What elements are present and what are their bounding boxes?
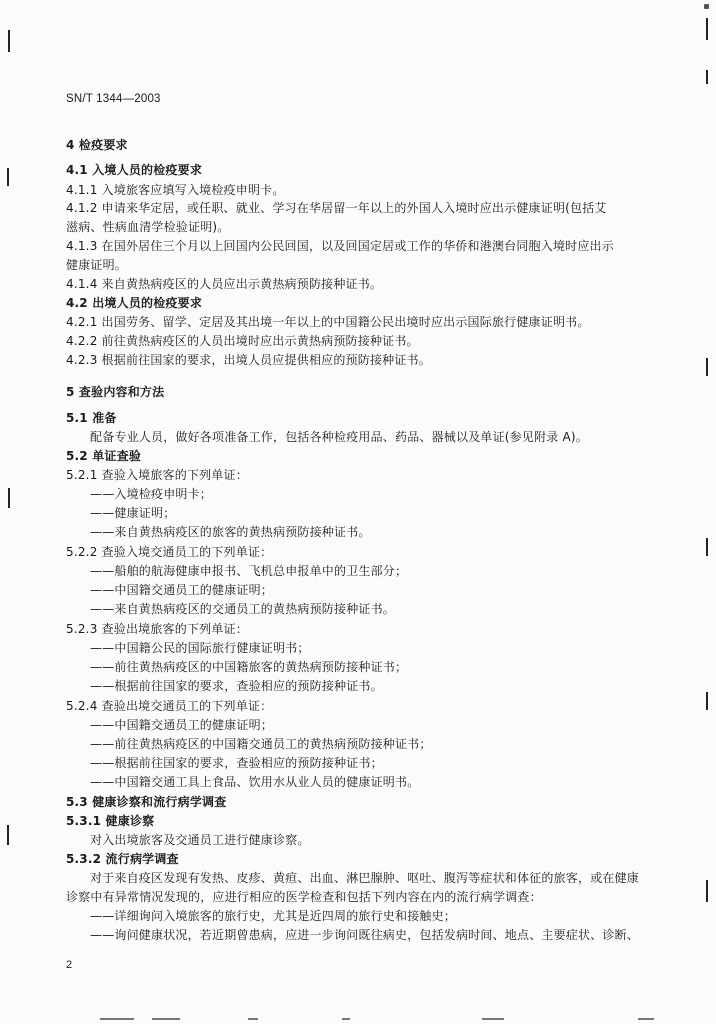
list-item: ——前往黄热病疫区的中国籍交通员工的黄热病预防接种证书； bbox=[90, 737, 432, 751]
subsection-heading: 4.2 出境人员的检疫要求 bbox=[66, 296, 203, 310]
list-item: ——详细询问入境旅客的旅行史，尤其是近四周的旅行史和接触史； bbox=[90, 909, 457, 923]
paragraph-text: 对入出境旅客及交通员工进行健康诊察。 bbox=[90, 833, 310, 847]
list-item: ——来自黄热病疫区的旅客的黄热病预防接种证书。 bbox=[90, 525, 371, 539]
section-heading: 5 查验内容和方法 bbox=[66, 385, 165, 399]
scan-edge-mark bbox=[7, 825, 9, 845]
scan-edge-mark bbox=[706, 70, 708, 84]
clause-text: 4.1.2 申请来华定居，或任职、就业、学习在华居留一年以上的外国人入境时应出示健康证明(包括艾 bbox=[66, 201, 607, 215]
list-item: ——健康证明； bbox=[90, 506, 176, 520]
scan-edge-mark bbox=[7, 168, 9, 186]
clause-title: 5.3.2 流行病学调查 bbox=[66, 852, 179, 866]
clause-text: 4.2.2 前往黄热病疫区的人员出境时应出示黄热病预防接种证书。 bbox=[66, 334, 419, 348]
scan-edge-mark bbox=[638, 1018, 654, 1020]
scan-edge-mark bbox=[342, 1018, 350, 1020]
scan-edge-mark bbox=[706, 18, 708, 40]
scan-edge-mark bbox=[8, 488, 10, 508]
list-item: ——中国籍交通员工的健康证明； bbox=[90, 583, 274, 597]
clause-title: 5.2.3 查验出境旅客的下列单证： bbox=[66, 622, 248, 636]
scan-edge-mark bbox=[706, 880, 708, 902]
clause-text: 滋病、性病血清学检验证明)。 bbox=[66, 220, 230, 234]
clause-title: 5.2.4 查验出境交通员工的下列单证： bbox=[66, 699, 273, 713]
scan-edge-mark bbox=[152, 1018, 180, 1020]
paragraph-text: 诊察中有异常情况发现的，应进行相应的医学检查和包括下列内容在内的流行病学调查： bbox=[66, 890, 542, 904]
list-item: ——根据前往国家的要求，查验相应的预防接种证书； bbox=[90, 756, 383, 770]
clause-text: 4.1.1 入境旅客应填写入境检疫申明卡。 bbox=[66, 183, 285, 197]
list-item: ——船舶的航海健康申报书、飞机总申报单中的卫生部分； bbox=[90, 564, 408, 578]
subsection-heading: 5.2 单证查验 bbox=[66, 449, 142, 463]
list-item: ——中国籍交通员工的健康证明； bbox=[90, 718, 274, 732]
document-code-header: SN/T 1344—2003 bbox=[66, 93, 161, 105]
clause-text: 4.2.1 出国劳务、留学、定居及其出境一年以上的中国籍公民出境时应出示国际旅行健康证明书。 bbox=[66, 315, 590, 329]
paragraph-text: 配备专业人员，做好各项准备工作，包括各种检疫用品、药品、器械以及单证(参见附录 A)。 bbox=[90, 430, 588, 444]
scan-bottom-edge bbox=[90, 1014, 690, 1024]
clause-text: 健康证明。 bbox=[66, 258, 128, 272]
list-item: ——中国籍交通工具上食品、饮用水从业人员的健康证明书。 bbox=[90, 775, 420, 789]
scan-edge-mark bbox=[482, 1018, 504, 1020]
scan-edge-mark bbox=[706, 692, 708, 710]
clause-text: 4.2.3 根据前往国家的要求，出境人员应提供相应的预防接种证书。 bbox=[66, 353, 431, 367]
subsection-heading: 5.3 健康诊察和流行病学调查 bbox=[66, 795, 227, 809]
list-item: ——前往黄热病疫区的中国籍旅客的黄热病预防接种证书； bbox=[90, 660, 408, 674]
scan-edge-mark bbox=[704, 4, 709, 9]
list-item: ——来自黄热病疫区的交通员工的黄热病预防接种证书。 bbox=[90, 602, 396, 616]
list-item: ——根据前往国家的要求，查验相应的预防接种证书。 bbox=[90, 679, 383, 693]
subsection-heading: 5.1 准备 bbox=[66, 411, 117, 425]
clause-text: 4.1.4 来自黄热病疫区的人员应出示黄热病预防接种证书。 bbox=[66, 277, 383, 291]
scan-edge-mark bbox=[706, 358, 708, 376]
clause-title: 5.2.2 查验入境交通员工的下列单证： bbox=[66, 545, 273, 559]
clause-title: 5.2.1 查验入境旅客的下列单证： bbox=[66, 468, 248, 482]
list-item: ——询问健康状况，若近期曾患病，应进一步询问既往病史，包括发病时间、地点、主要症状、诊断、 bbox=[90, 928, 640, 942]
section-heading: 4 检疫要求 bbox=[66, 138, 128, 152]
clause-title: 5.3.1 健康诊察 bbox=[66, 814, 155, 828]
list-item: ——入境检疫申明卡； bbox=[90, 487, 213, 501]
scan-edge-mark bbox=[100, 1018, 134, 1020]
scan-edge-mark bbox=[706, 538, 708, 556]
scan-edge-mark bbox=[248, 1018, 258, 1020]
clause-text: 4.1.3 在国外居住三个月以上回国内公民回国，以及回国定居或工作的华侨和港澳台同胞入境时应出示 bbox=[66, 239, 614, 253]
subsection-heading: 4.1 入境人员的检疫要求 bbox=[66, 163, 203, 177]
scan-edge-mark bbox=[8, 30, 10, 52]
list-item: ——中国籍公民的国际旅行健康证明书； bbox=[90, 641, 310, 655]
paragraph-text: 对于来自疫区发现有发热、皮疹、黄疸、出血、淋巴腺肿、呕吐、腹泻等症状和体征的旅客，或在健康 bbox=[90, 871, 640, 885]
page-number: 2 bbox=[66, 959, 73, 971]
